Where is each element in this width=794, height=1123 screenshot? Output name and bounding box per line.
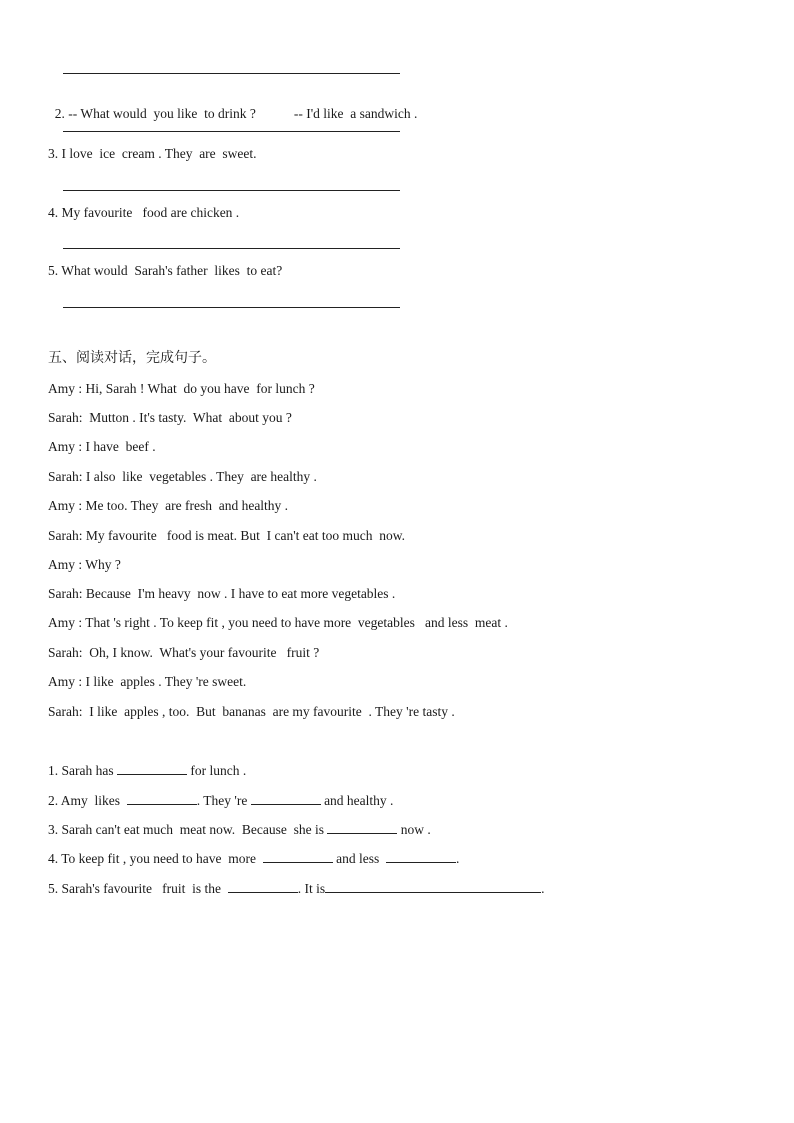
q3-text-b: now .	[397, 822, 431, 837]
q2-text-a: 2. Amy likes	[48, 793, 127, 808]
q1-text-b: for lunch .	[186, 763, 247, 778]
rewrite-question-2	[48, 87, 417, 123]
dialogue-line: Amy : That 's right . To keep fit , you need to have more vegetables and less meat .	[48, 615, 508, 630]
fill-question-4	[48, 849, 459, 868]
dialogue-line: Amy : Hi, Sarah ! What do you have for lunch ?	[48, 381, 315, 396]
fill-blank[interactable]	[228, 879, 298, 893]
fill-blank[interactable]	[325, 879, 541, 893]
fill-question-3	[48, 820, 431, 839]
q5-text-c: .	[541, 881, 545, 896]
q4-text-c: .	[456, 851, 460, 866]
fill-question-1	[48, 761, 246, 780]
fill-blank[interactable]	[386, 849, 456, 863]
q5-text-b: . It is	[297, 881, 326, 896]
dialogue-line: Sarah: I also like vegetables . They are healthy .	[48, 469, 317, 484]
rewrite-question-3: 3. I love ice cream . They are sweet.	[48, 146, 257, 161]
q3-text-a: 3. Sarah can't eat much meat now. Because she is	[48, 822, 328, 837]
q2-text-b: . They 're	[196, 793, 251, 808]
answer-line-4[interactable]	[63, 248, 400, 249]
fill-blank[interactable]	[127, 791, 197, 805]
answer-line-2[interactable]	[63, 131, 400, 132]
dialogue-line: Sarah: Oh, I know. What's your favourite fruit ?	[48, 645, 320, 660]
dialogue-line: Amy : Me too. They are fresh and healthy .	[48, 498, 289, 513]
q4-text-a: 4. To keep fit , you need to have more	[48, 851, 263, 866]
answer-line-5[interactable]	[63, 307, 400, 308]
fill-blank[interactable]	[263, 849, 333, 863]
answer-line-1[interactable]	[63, 73, 400, 74]
q2-right-text: -- I'd like a sandwich .	[293, 106, 418, 121]
answer-line-3[interactable]	[63, 190, 400, 191]
fill-blank[interactable]	[117, 761, 187, 775]
fill-blank[interactable]	[327, 820, 397, 834]
fill-question-2	[48, 791, 393, 810]
dialogue-line: Amy : I have beef .	[48, 439, 156, 454]
q4-text-b: and less	[332, 851, 386, 866]
rewrite-question-4: 4. My favourite food are chicken .	[48, 205, 240, 220]
q5-text-a: 5. Sarah's favourite fruit is the	[48, 881, 228, 896]
fill-blank[interactable]	[251, 791, 321, 805]
dialogue-line: Amy : I like apples . They 're sweet.	[48, 674, 247, 689]
dialogue-line: Amy : Why ?	[48, 557, 121, 572]
fill-question-5	[48, 879, 545, 898]
dialogue-line: Sarah: I like apples , too. But bananas are my favourite . They 're tasty .	[48, 704, 455, 719]
dialogue-line: Sarah: Because I'm heavy now . I have to eat more vegetables .	[48, 586, 396, 601]
q2-left-text: 2. -- What would you like to drink ?	[54, 106, 256, 121]
section-heading: 五、阅读对话，完成句子。	[48, 350, 216, 366]
dialogue-line: Sarah: My favourite food is meat. But I can't eat too much now.	[48, 528, 405, 543]
q1-text-a: 1. Sarah has	[48, 763, 117, 778]
dialogue-line: Sarah: Mutton . It's tasty. What about you ?	[48, 410, 292, 425]
rewrite-question-5: 5. What would Sarah's father likes to eat?	[48, 263, 283, 278]
q2-text-c: and healthy .	[320, 793, 394, 808]
